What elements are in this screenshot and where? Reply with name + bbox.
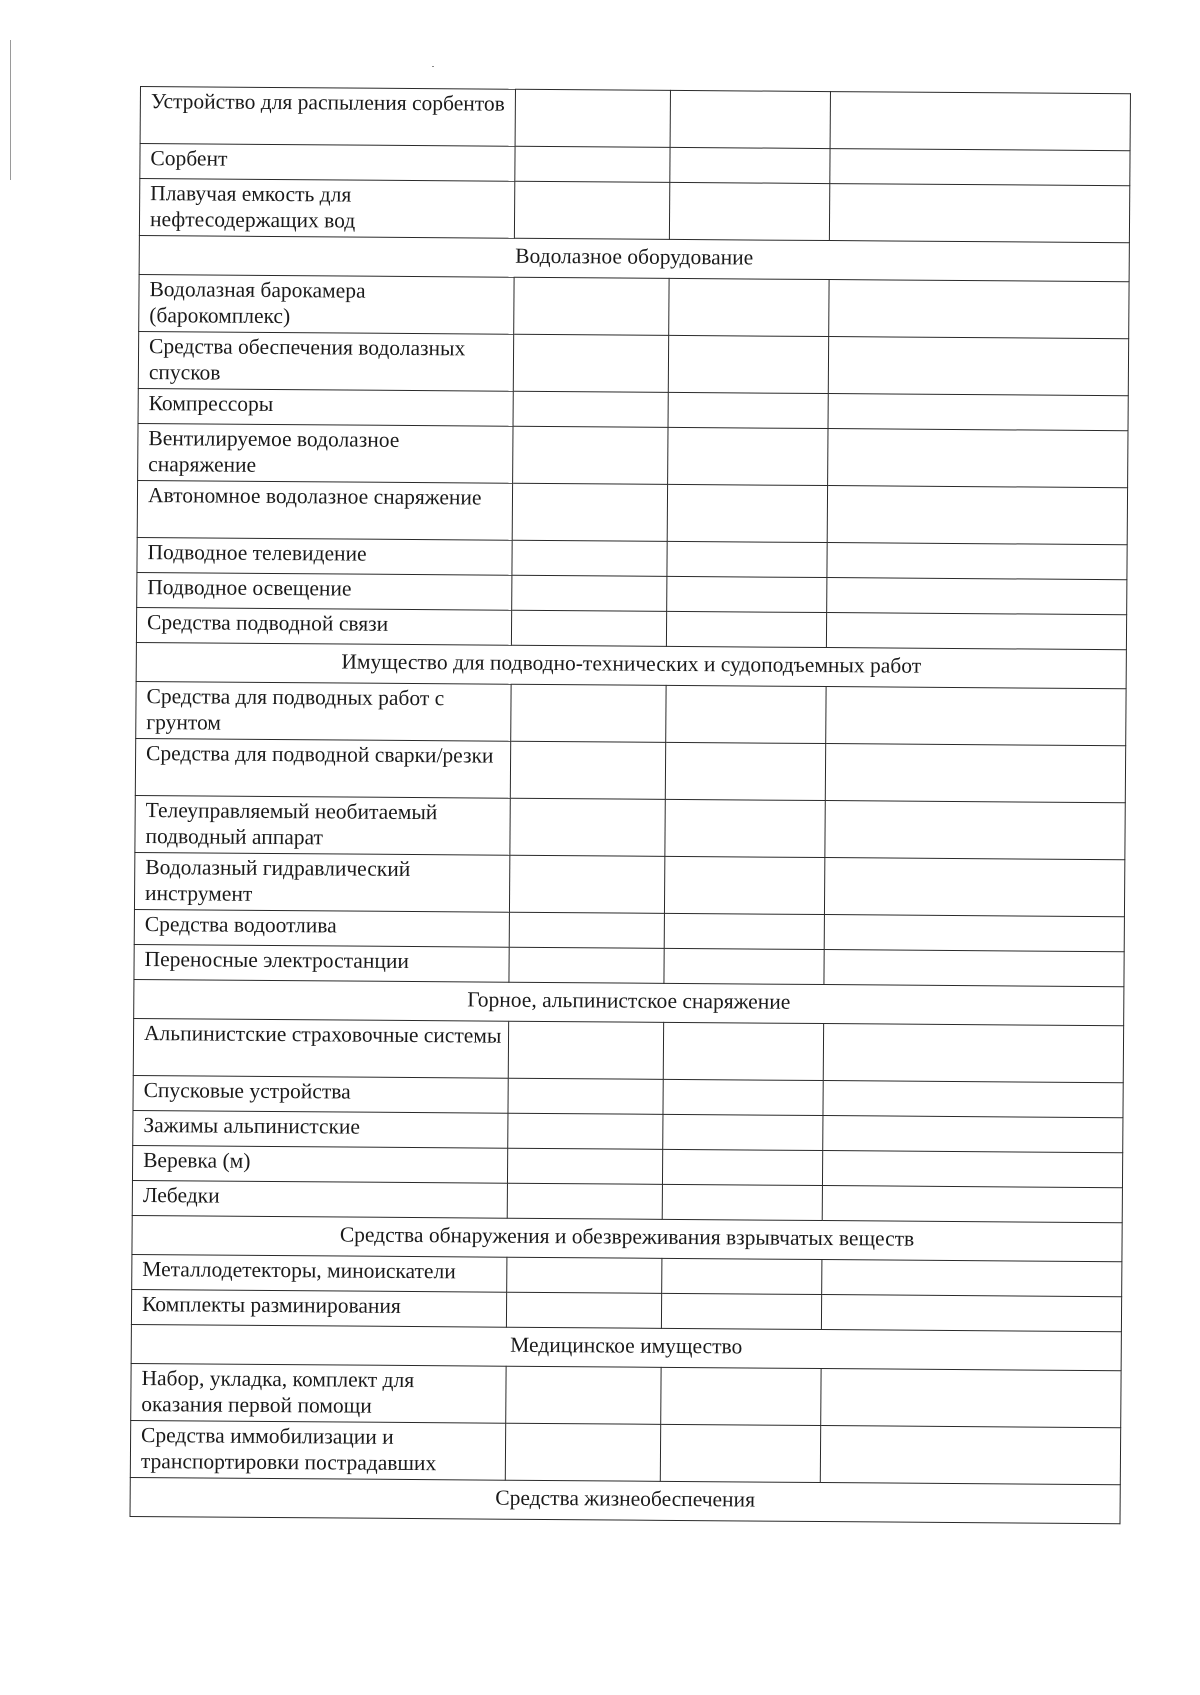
empty-cell-col2	[512, 575, 667, 611]
empty-cell-col3	[660, 1424, 820, 1482]
empty-cell-col2	[515, 146, 670, 182]
empty-cell-col2	[511, 684, 666, 742]
item-name-cell: Спусковые устройства	[133, 1075, 508, 1113]
empty-cell-col4	[820, 1426, 1120, 1485]
empty-cell-col3	[669, 278, 829, 336]
table-row	[135, 738, 1125, 802]
empty-cell-col2	[512, 483, 667, 541]
item-name-cell: Водолазный гидравлический инструмент	[134, 852, 509, 912]
table-row	[134, 852, 1124, 916]
section-title: Горное, альпинистское снаряжение	[134, 979, 1124, 1025]
empty-cell-col4	[823, 1081, 1123, 1118]
item-name-cell: Альпинистские страховочные системы	[133, 1018, 508, 1078]
item-name-cell: Автономное водолазное снаряжение	[137, 480, 512, 540]
empty-cell-col4	[829, 280, 1129, 339]
item-name-cell: Подводное телевидение	[137, 537, 512, 575]
empty-cell-col2	[507, 1183, 662, 1219]
empty-cell-col4	[830, 92, 1130, 151]
empty-cell-col3	[665, 742, 825, 800]
empty-cell-col4	[827, 486, 1127, 545]
item-name-cell: Вентилируемое водолазное снаряжение	[138, 423, 513, 483]
section-title: Средства жизнеобеспечения	[130, 1477, 1120, 1523]
empty-cell-col2	[509, 855, 664, 913]
item-name-cell: Средства для подводных работ с грунтом	[136, 681, 511, 741]
empty-cell-col4	[824, 915, 1124, 952]
section-header-row	[130, 1477, 1120, 1523]
item-name-cell: Средства для подводной сварки/резки	[135, 738, 510, 798]
item-name-cell: Переносные электростанции	[134, 944, 509, 982]
empty-cell-col3	[663, 1022, 823, 1080]
table-row	[135, 795, 1125, 859]
empty-cell-col3	[668, 392, 828, 428]
empty-cell-col4	[830, 149, 1130, 186]
item-name-cell: Средства подводной связи	[136, 607, 511, 645]
empty-cell-col3	[667, 576, 827, 612]
empty-cell-col4	[821, 1369, 1121, 1428]
scan-speck	[432, 66, 434, 67]
empty-cell-col2	[505, 1423, 660, 1481]
table-row	[139, 179, 1129, 243]
empty-cell-col2	[509, 912, 664, 948]
item-name-cell: Устройство для распыления сорбентов	[140, 87, 515, 147]
section-title: Средства обнаружения и обезвреживания взрывчатых веществ	[132, 1215, 1122, 1261]
empty-cell-col4	[826, 687, 1126, 746]
item-name-cell: Средства водоотлива	[134, 909, 509, 947]
empty-cell-col3	[661, 1367, 821, 1425]
empty-cell-col2	[513, 334, 668, 392]
table-row	[139, 274, 1129, 338]
empty-cell-col2	[506, 1366, 661, 1424]
table-row	[130, 1420, 1120, 1484]
table-row	[131, 1363, 1121, 1427]
empty-cell-col2	[508, 1113, 663, 1149]
empty-cell-col4	[822, 1151, 1122, 1188]
empty-cell-col4	[827, 543, 1127, 580]
empty-cell-col3	[662, 1184, 822, 1220]
empty-cell-col4	[827, 578, 1127, 615]
empty-cell-col3	[666, 611, 826, 647]
table-row	[137, 480, 1127, 544]
item-name-cell: Плавучая емкость для нефтесодержащих вод	[139, 179, 514, 239]
empty-cell-col4	[824, 858, 1124, 917]
empty-cell-col2	[512, 540, 667, 576]
empty-cell-col2	[514, 181, 669, 239]
empty-cell-col3	[670, 147, 830, 183]
item-name-cell: Водолазная барокамера (барокомплекс)	[139, 274, 514, 334]
empty-cell-col3	[663, 1079, 823, 1115]
section-title: Медицинское имущество	[131, 1324, 1121, 1370]
item-name-cell: Подводное освещение	[137, 572, 512, 610]
empty-cell-col2	[513, 391, 668, 427]
item-name-cell: Компрессоры	[138, 388, 513, 426]
empty-cell-col2	[514, 277, 669, 335]
table-row	[136, 681, 1126, 745]
empty-cell-col4	[824, 950, 1124, 987]
empty-cell-col3	[665, 799, 825, 857]
empty-cell-col2	[506, 1292, 661, 1328]
empty-cell-col2	[508, 1021, 663, 1079]
empty-cell-col3	[667, 541, 827, 577]
table-row	[133, 1018, 1123, 1082]
empty-cell-col3	[664, 948, 824, 984]
empty-cell-col2	[509, 947, 664, 983]
empty-cell-col3	[669, 182, 829, 240]
empty-cell-col4	[825, 744, 1125, 803]
empty-cell-col4	[828, 429, 1128, 488]
empty-cell-col3	[662, 1149, 822, 1185]
empty-cell-col2	[513, 426, 668, 484]
empty-cell-col2	[510, 741, 665, 799]
empty-cell-col4	[828, 394, 1128, 431]
empty-cell-col2	[508, 1078, 663, 1114]
section-title: Водолазное оборудование	[139, 235, 1129, 281]
empty-cell-col4	[823, 1024, 1123, 1083]
empty-cell-col3	[663, 1114, 823, 1150]
empty-cell-col3	[668, 427, 828, 485]
item-name-cell: Средства обеспечения водолазных спусков	[138, 331, 513, 391]
item-name-cell: Зажимы альпинистские	[133, 1110, 508, 1148]
empty-cell-col4	[829, 184, 1129, 243]
empty-cell-col2	[511, 610, 666, 646]
item-name-cell: Сорбент	[140, 144, 515, 182]
empty-cell-col2	[507, 1148, 662, 1184]
empty-cell-col3	[664, 913, 824, 949]
document-page	[130, 86, 1130, 1524]
item-name-cell: Телеуправляемый необитаемый подводный аппарат	[135, 795, 510, 855]
item-name-cell: Комплекты разминирования	[131, 1289, 506, 1327]
empty-cell-col4	[821, 1295, 1121, 1332]
empty-cell-col2	[510, 798, 665, 856]
item-name-cell: Металлодетекторы, миноискатели	[132, 1254, 507, 1292]
table-row	[138, 331, 1128, 395]
item-name-cell: Веревка (м)	[132, 1145, 507, 1183]
item-name-cell: Лебедки	[132, 1180, 507, 1218]
empty-cell-col4	[822, 1186, 1122, 1223]
scan-edge-mark	[10, 40, 11, 180]
empty-cell-col2	[515, 89, 670, 147]
empty-cell-col2	[507, 1257, 662, 1293]
section-title: Имущество для подводно-технических и судоподъемных работ	[136, 642, 1126, 688]
item-name-cell: Средства иммобилизации и транспортировки пострадавших	[130, 1420, 505, 1480]
item-name-cell: Набор, укладка, комплект для оказания первой помощи	[131, 1363, 506, 1423]
empty-cell-col4	[822, 1260, 1122, 1297]
empty-cell-col4	[826, 613, 1126, 650]
equipment-table-body	[130, 87, 1130, 1524]
empty-cell-col3	[661, 1293, 821, 1329]
empty-cell-col3	[664, 856, 824, 914]
empty-cell-col3	[662, 1258, 822, 1294]
empty-cell-col3	[668, 335, 828, 393]
empty-cell-col3	[666, 685, 826, 743]
empty-cell-col3	[670, 90, 830, 148]
empty-cell-col4	[823, 1116, 1123, 1153]
empty-cell-col3	[667, 484, 827, 542]
empty-cell-col4	[825, 801, 1125, 860]
empty-cell-col4	[828, 337, 1128, 396]
table-row	[138, 423, 1128, 487]
table-row	[140, 87, 1130, 151]
equipment-table	[130, 86, 1131, 1524]
